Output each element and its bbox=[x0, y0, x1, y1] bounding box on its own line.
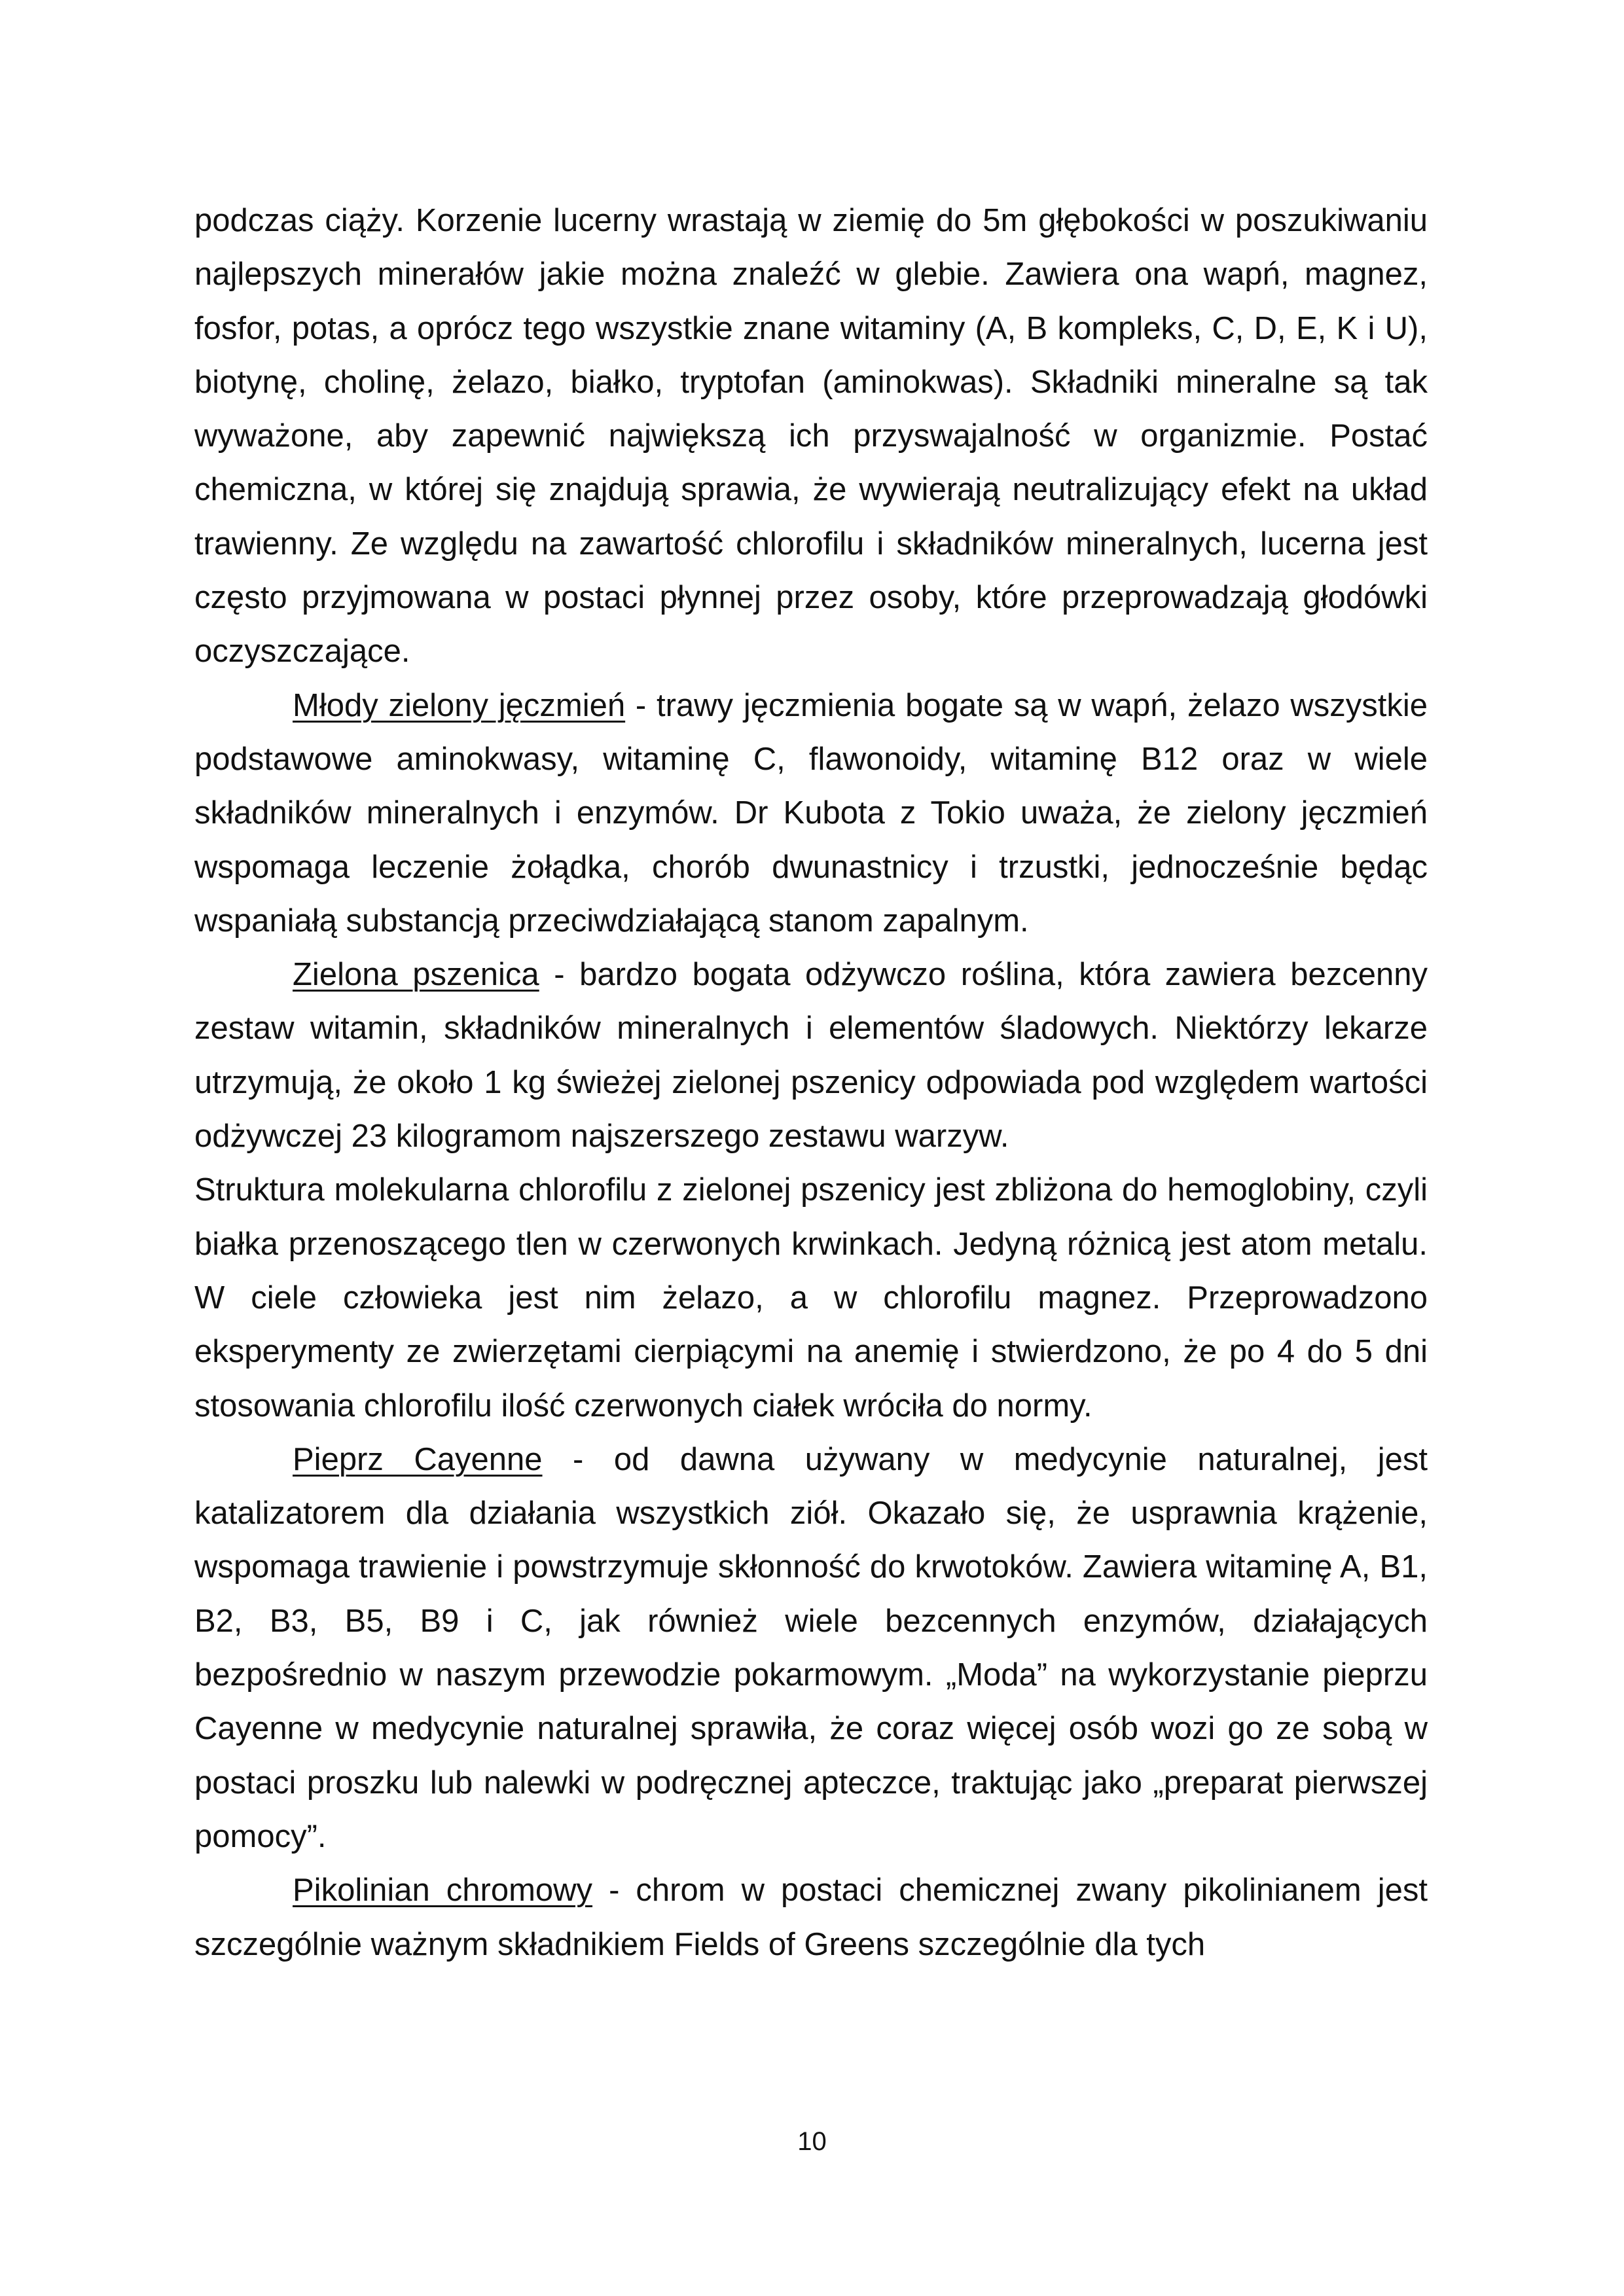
paragraph-text: - trawy jęczmienia bogate są w wapń, żelazo wszystkie podstawowe aminokwasy, witaminę C, flawonoidy, witaminę B12 oraz w wiele składników mineralnych i enzymów. Dr Kubota z Tokio uważa, że zielony jęczmień wspomaga leczenie żołądka, chorób dwunastnicy i trzustki, jednocześnie będąc wspaniałą substancją przeciwdziałającą stanom zapalnym. bbox=[194, 687, 1428, 939]
paragraph-chlorophyll bbox=[194, 1163, 1428, 1432]
term-heading: Pieprz Cayenne bbox=[293, 1441, 543, 1477]
paragraph-text: - chrom w postaci chemicznej zwany pikolinianem jest szczególnie ważnym składnikiem Fields of Greens szczególnie dla tych bbox=[194, 1873, 1428, 1962]
paragraph-wheatgrass bbox=[194, 948, 1428, 1163]
paragraph-text: - od dawna używany w medycynie naturalnej, jest katalizatorem dla działania wszystkich ziół. Okazało się, że usprawnia krążenie, wspomaga trawienie i powstrzymuje skłonność do krwotoków. Zawiera witaminę A, B1, B2, B3, B5, B9 i C, jak również wiele bezcennych enzymów, działających bezpośrednio w naszym przewodzie pokarmowym. „Moda” na wykorzystanie pieprzu Cayenne w medycynie naturalnej sprawiła, że coraz więcej osób wozi go ze sobą w postaci proszku lub nalewki w podręcznej apteczce, traktując jako „preparat pierwszej pomocy”. bbox=[194, 1441, 1428, 1854]
term-heading: Pikolinian chromowy bbox=[293, 1873, 593, 1909]
paragraph-chromium-picolinate bbox=[194, 1863, 1428, 1971]
paragraph-lucerne-continued bbox=[194, 194, 1428, 679]
paragraph-text: podczas ciąży. Korzenie lucerny wrastają w ziemię do 5m głębokości w poszukiwaniu najlepszych minerałów jakie można znaleźć w glebie. Zawiera ona wapń, magnez, fosfor, potas, a oprócz tego wszystkie znane witaminy (A, B kompleks, C, D, E, K i U), biotynę, cholinę, żelazo, białko, tryptofan (aminokwas). Składniki mineralne są tak wyważone, aby zapewnić największą ich przyswajalność w organizmie. Postać chemiczna, w której się znajdują sprawia, że wywierają neutralizujący efekt na układ trawienny. Ze względu na zawartość chlorofilu i składników mineralnych, lucerna jest często przyjmowana w postaci płynnej przez osoby, które przeprowadzają głodówki oczyszczające. bbox=[194, 203, 1428, 670]
paragraph-text: - bardzo bogata odżywczo roślina, która zawiera bezcenny zestaw witamin, składników mineralnych i elementów śladowych. Niektórzy lekarze utrzymują, że około 1 kg świeżej zielonej pszenicy odpowiada pod względem wartości odżywczej 23 kilogramom najszerszego zestawu warzyw. bbox=[194, 957, 1428, 1155]
paragraph-text: Struktura molekularna chlorofilu z zielonej pszenicy jest zbliżona do hemoglobiny, czyli białka przenoszącego tlen w czerwonych krwinkach. Jedyną różnicą jest atom metalu. W ciele człowieka jest nim żelazo, a w chlorofilu magnez. Przeprowadzono eksperymenty ze zwierzętami cierpiącymi na anemię i stwierdzono, że po 4 do 5 dni stosowania chlorofilu ilość czerwonych ciałek wróciła do normy. bbox=[194, 1172, 1428, 1424]
paragraph-young-barley bbox=[194, 679, 1428, 948]
term-heading: Zielona pszenica bbox=[293, 957, 539, 993]
term-heading: Młody zielony jęczmień bbox=[293, 687, 626, 723]
body-text bbox=[194, 194, 1428, 1971]
paragraph-cayenne bbox=[194, 1433, 1428, 1863]
page-number: 10 bbox=[797, 2127, 827, 2156]
